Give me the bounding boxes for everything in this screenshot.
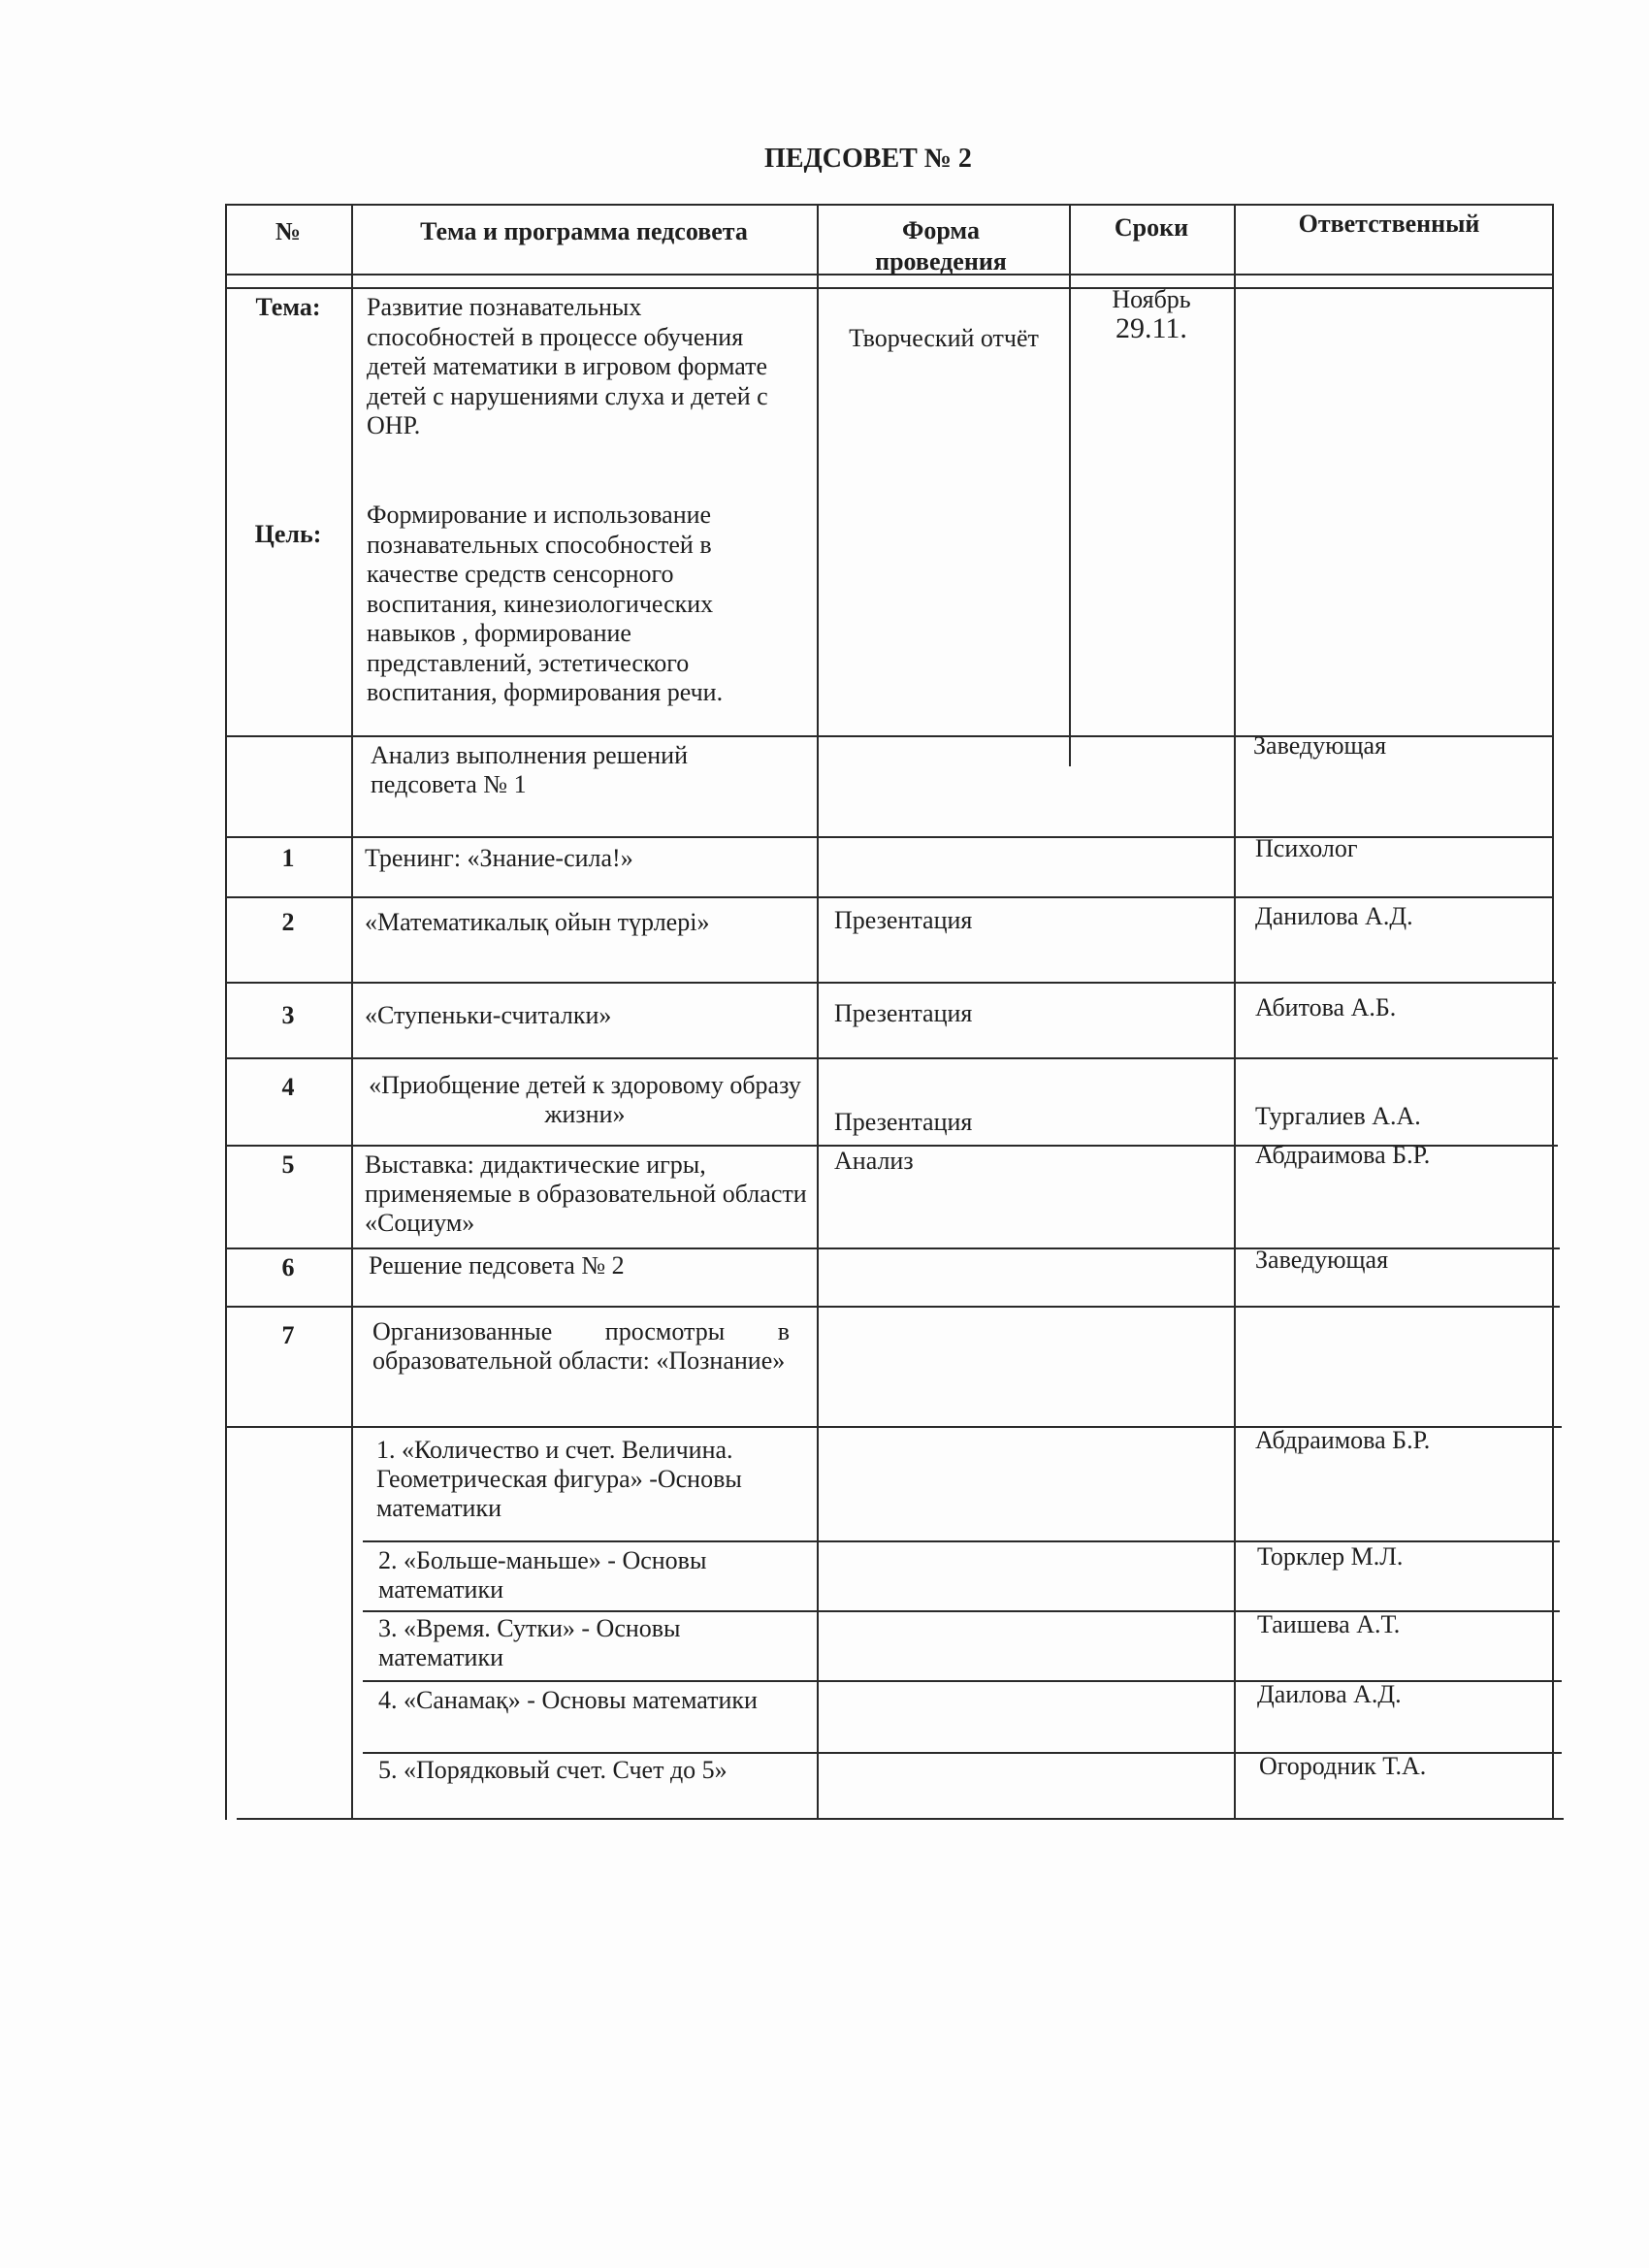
row-responsible: Данилова А.Д. xyxy=(1255,902,1413,930)
sub-row-responsible: Таишева А.Т. xyxy=(1257,1610,1401,1638)
row-topic: «Ступеньки-считалки» xyxy=(365,1001,612,1029)
row-border xyxy=(225,287,1552,289)
row-responsible: Заведующая xyxy=(1253,731,1387,760)
row-border xyxy=(227,1057,1558,1059)
header-num: № xyxy=(275,217,302,245)
row-border xyxy=(227,1306,1560,1308)
row-num: 4 xyxy=(281,1073,295,1101)
row-topic: «Математикалық ойын түрлері» xyxy=(365,908,710,936)
row-topic: Решение педсовета № 2 xyxy=(369,1251,625,1280)
sub-row-topic: 1. «Количество и счет. Величина. Геометрическая фигура» -Основы математики xyxy=(376,1436,742,1522)
row-topic: Тренинг: «Знание-сила!» xyxy=(365,844,633,872)
goal-text: Формирование и использование познавательных способностей в качестве средств сенсорного воспитания, кинезиологических навыков , формирование представлений, эстетического воспитания, формирования речи. xyxy=(367,501,724,706)
sub-row-topic: 3. «Время. Сутки» - Основы математики xyxy=(378,1614,681,1671)
row-responsible: Психолог xyxy=(1255,834,1358,862)
row-form: Презентация xyxy=(834,906,973,934)
theme-label: Тема: xyxy=(255,293,321,321)
header-dates: Сроки xyxy=(1114,213,1189,242)
theme-date: 29.11. xyxy=(1116,312,1187,344)
theme-text: Развитие познавательных способностей в процессе обучения детей математики в игровом формате детей с нарушениями слуха и детей с ОНР. xyxy=(367,293,768,439)
header-topic: Тема и программа педсовета xyxy=(420,217,748,245)
row-topic: «Приобщение детей к здоровому образу жизни» xyxy=(369,1071,801,1128)
document-title: ПЕДСОВЕТ № 2 xyxy=(764,144,972,174)
sub-row-topic: 5. «Порядковый счет. Счет до 5» xyxy=(378,1756,728,1784)
row-topic xyxy=(372,1317,790,1376)
row-responsible: Тургалиев А.А. xyxy=(1255,1102,1421,1130)
row-responsible: Заведующая xyxy=(1255,1246,1389,1274)
row-num: 2 xyxy=(281,908,295,936)
row-responsible: Абитова А.Б. xyxy=(1255,993,1397,1021)
sub-row-responsible: Даилова А.Д. xyxy=(1257,1680,1402,1708)
column-border xyxy=(817,204,819,1820)
table-right-border xyxy=(1552,204,1554,1820)
sub-row-topic: 4. «Санамақ» - Основы математики xyxy=(378,1686,758,1714)
header-form: Форма проведения xyxy=(875,216,1007,275)
row-responsible: Абдраимова Б.Р. xyxy=(1255,1141,1431,1169)
row-num: 5 xyxy=(281,1150,295,1179)
column-border xyxy=(1234,204,1236,1820)
column-border xyxy=(351,204,353,1820)
row-topic-text: Организованные просмотры в образовательной области: «Познание» xyxy=(372,1317,790,1375)
sub-row-topic: 2. «Больше-маньше» - Основы математики xyxy=(378,1546,707,1604)
table-bottom-border xyxy=(237,1818,1564,1820)
sub-row-responsible: Торклер М.Л. xyxy=(1257,1542,1404,1571)
theme-form: Творческий отчёт xyxy=(849,324,1039,352)
table-top-border xyxy=(225,204,1552,206)
row-topic: Анализ выполнения решений педсовета № 1 xyxy=(371,741,688,798)
sub-row-responsible: Абдраимова Б.Р. xyxy=(1255,1426,1431,1454)
row-topic: Выставка: дидактические игры, применяемые в образовательной области «Социум» xyxy=(365,1150,807,1237)
row-form: Презентация xyxy=(834,999,973,1027)
goal-label: Цель: xyxy=(254,520,322,548)
sub-row-responsible: Огородник Т.А. xyxy=(1259,1752,1427,1780)
theme-month: Ноябрь xyxy=(1112,285,1191,313)
row-form: Анализ xyxy=(834,1147,914,1175)
row-num: 7 xyxy=(281,1321,295,1349)
row-num: 1 xyxy=(281,844,295,872)
row-form: Презентация xyxy=(834,1108,973,1136)
row-num: 3 xyxy=(281,1001,295,1029)
header-responsible: Ответственный xyxy=(1298,210,1480,238)
row-border xyxy=(227,982,1556,984)
row-border xyxy=(225,896,1554,898)
row-num: 6 xyxy=(281,1253,295,1281)
